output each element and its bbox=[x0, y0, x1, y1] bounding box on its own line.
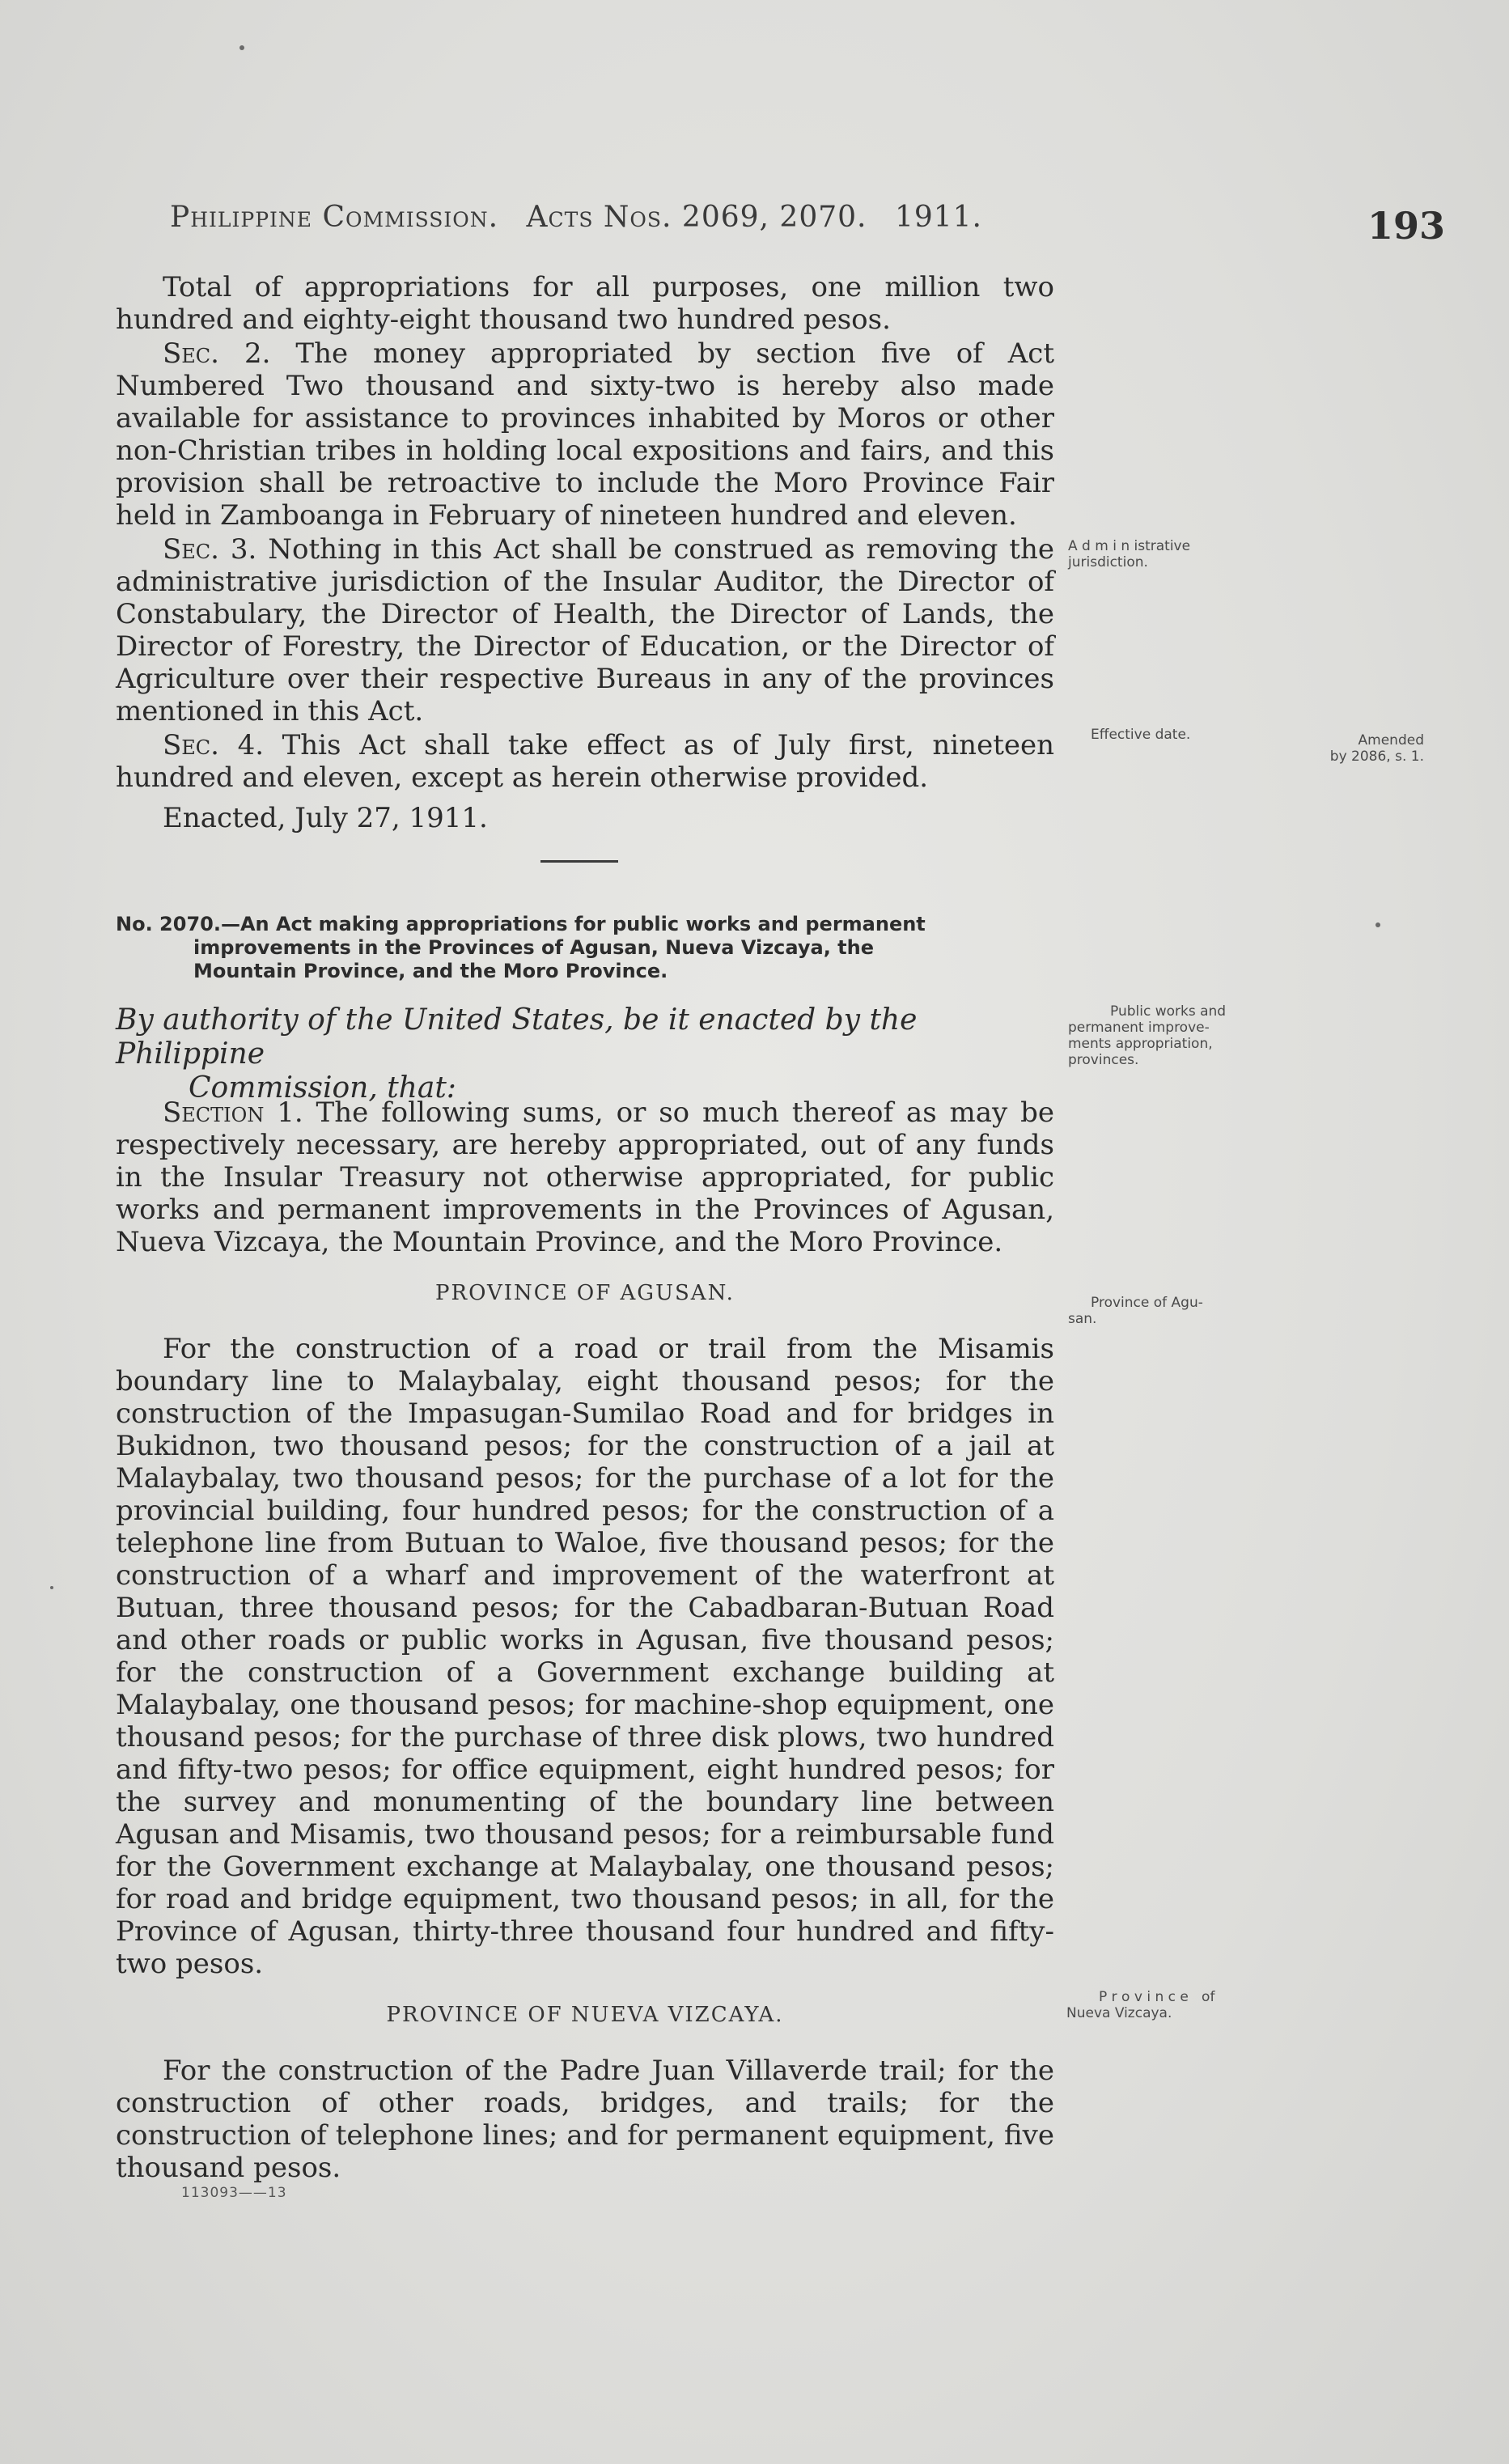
section-4-text: This Act shall take effect as of July first, nineteen hundred and eleven, except as herein otherwise provided. bbox=[116, 729, 1055, 794]
act-title-line-2: improvements in the Provinces of Agusan, Nueva Vizcaya, the bbox=[193, 936, 875, 959]
section-4-label: Sec. 4. bbox=[163, 729, 265, 761]
margin-note-effective-date: Effective date. bbox=[1091, 727, 1191, 743]
section-1-label: Section 1. bbox=[163, 1096, 303, 1129]
paper-speck bbox=[1375, 922, 1380, 927]
section-2-paragraph bbox=[116, 337, 1054, 532]
section-3-text: Nothing in this Act shall be construed as removing the administrative jurisdiction of the Insular Auditor, the Director of Constabulary, the Director of Health, the Director of Lands, the Director of Forestry, the Director of Education, or the Director of Agriculture over their respective Bureaus in any of the provinces mentioned in this Act. bbox=[116, 533, 1054, 727]
act-2069-tail bbox=[116, 271, 1054, 834]
nueva-vizcaya-paragraph: For the construction of the Padre Juan Villaverde trail; for the construction of other roads, bridges, and trails; for the construction of telephone lines; and for permanent equipment, five thousand pesos. bbox=[116, 2055, 1054, 2184]
page-number: 193 bbox=[1367, 204, 1446, 248]
enacting-clause-line-1: By authority of the United States, be it enacted by the Philippine bbox=[116, 1003, 918, 1071]
section-2-label: Sec. 2. bbox=[163, 337, 271, 370]
section-3-label: Sec. 3. bbox=[163, 533, 257, 566]
header-acts: Acts Nos. 2069, 2070. bbox=[526, 201, 867, 234]
header-year: 1911. bbox=[894, 201, 982, 234]
enacted-date: Enacted, July 27, 1911. bbox=[163, 802, 488, 834]
section-1-text: The following sums, or so much thereof as may be respectively necessary, are hereby appropriated, out of any funds in the Insular Treasury not otherwise appropriated, for public works and permanent improvements in the Provinces of Agusan, Nueva Vizcaya, the Mountain Province, and the Moro Province. bbox=[116, 1096, 1054, 1258]
running-header bbox=[170, 201, 1060, 234]
margin-note-administrative: A d m i n istrative jurisdiction. bbox=[1068, 538, 1191, 570]
printer-signature: 113093——13 bbox=[181, 2185, 287, 2201]
header-commission: Philippine Commission. bbox=[170, 201, 499, 234]
total-appropriations-paragraph: Total of appropriations for all purposes, one million two hundred and eighty-eight thousand two hundred pesos. bbox=[116, 271, 1054, 336]
act-2070-body bbox=[116, 1096, 1054, 2186]
section-3-paragraph bbox=[116, 533, 1054, 727]
enacting-clause-line-2: Commission, that: bbox=[189, 1071, 456, 1105]
act-title-line-3: Mountain Province, and the Moro Province. bbox=[193, 960, 668, 982]
enacting-clause bbox=[116, 1003, 1062, 1105]
margin-note-nueva-vizcaya: P r o v i n c e of Nueva Vizcaya. bbox=[1066, 1989, 1215, 2021]
section-4-paragraph bbox=[116, 729, 1054, 794]
margin-note-amended: Amended by 2086, s. 1. bbox=[1329, 732, 1424, 765]
section-1-paragraph bbox=[116, 1096, 1054, 1258]
act-title-line-1: No. 2070.—An Act making appropriations for public works and permanent bbox=[116, 913, 926, 935]
divider-rule bbox=[540, 860, 618, 863]
paper-speck bbox=[239, 45, 244, 50]
paper-speck bbox=[50, 1586, 53, 1589]
margin-note-agusan: Province of Agu- san. bbox=[1068, 1295, 1203, 1327]
agusan-paragraph: For the construction of a road or trail from the Misamis boundary line to Malaybalay, eight thousand pesos; for the construction of the Impasugan-Sumilao Road and for bridges in Bukidnon, two thousand pesos; for the construction of a jail at Malaybalay, two thousand pesos; for the purchase of a lot for the provincial building, four hundred pesos; for the construction of a telephone line from Butuan to Waloe, five thousand pesos; for the construction of a wharf and improvement of the waterfront at Butuan, three thousand pesos; for the Cabadbaran-Butuan Road and other roads or public works in Agusan, five thousand pesos; for the construction of a Government exchange building at Malaybalay, one thousand pesos; for machine-shop equipment, one thousand pesos; for the purchase of three disk plows, two hundred and fifty-two pesos; for office equipment, eight hundred pesos; for the survey and monumenting of the boundary line between Agusan and Misamis, two thousand pesos; for a reimbursable fund for the Government exchange at Malaybalay, one thousand pesos; for road and bridge equipment, two thousand pesos; in all, for the Province of Agusan, thirty-three thousand four hundred and fifty-two pesos. bbox=[116, 1333, 1054, 1980]
section-2-text: The money appropriated by section five of Act Numbered Two thousand and sixty-two is hereby also made available for assistance to provinces inhabited by Moros or other non-Christian tribes in holding local expositions and fairs, and this provision shall be retroactive to include the Moro Province Fair held in Zamboanga in February of nineteen hundred and eleven. bbox=[116, 337, 1055, 532]
heading-province-of-agusan: PROVINCE OF AGUSAN. bbox=[435, 1281, 735, 1305]
margin-note-public-works: Public works and permanent improve- ments appropriation, provinces. bbox=[1068, 1003, 1227, 1068]
heading-province-of-nueva-vizcaya: PROVINCE OF NUEVA VIZCAYA. bbox=[386, 2003, 784, 2027]
act-2070-title bbox=[116, 913, 1062, 983]
